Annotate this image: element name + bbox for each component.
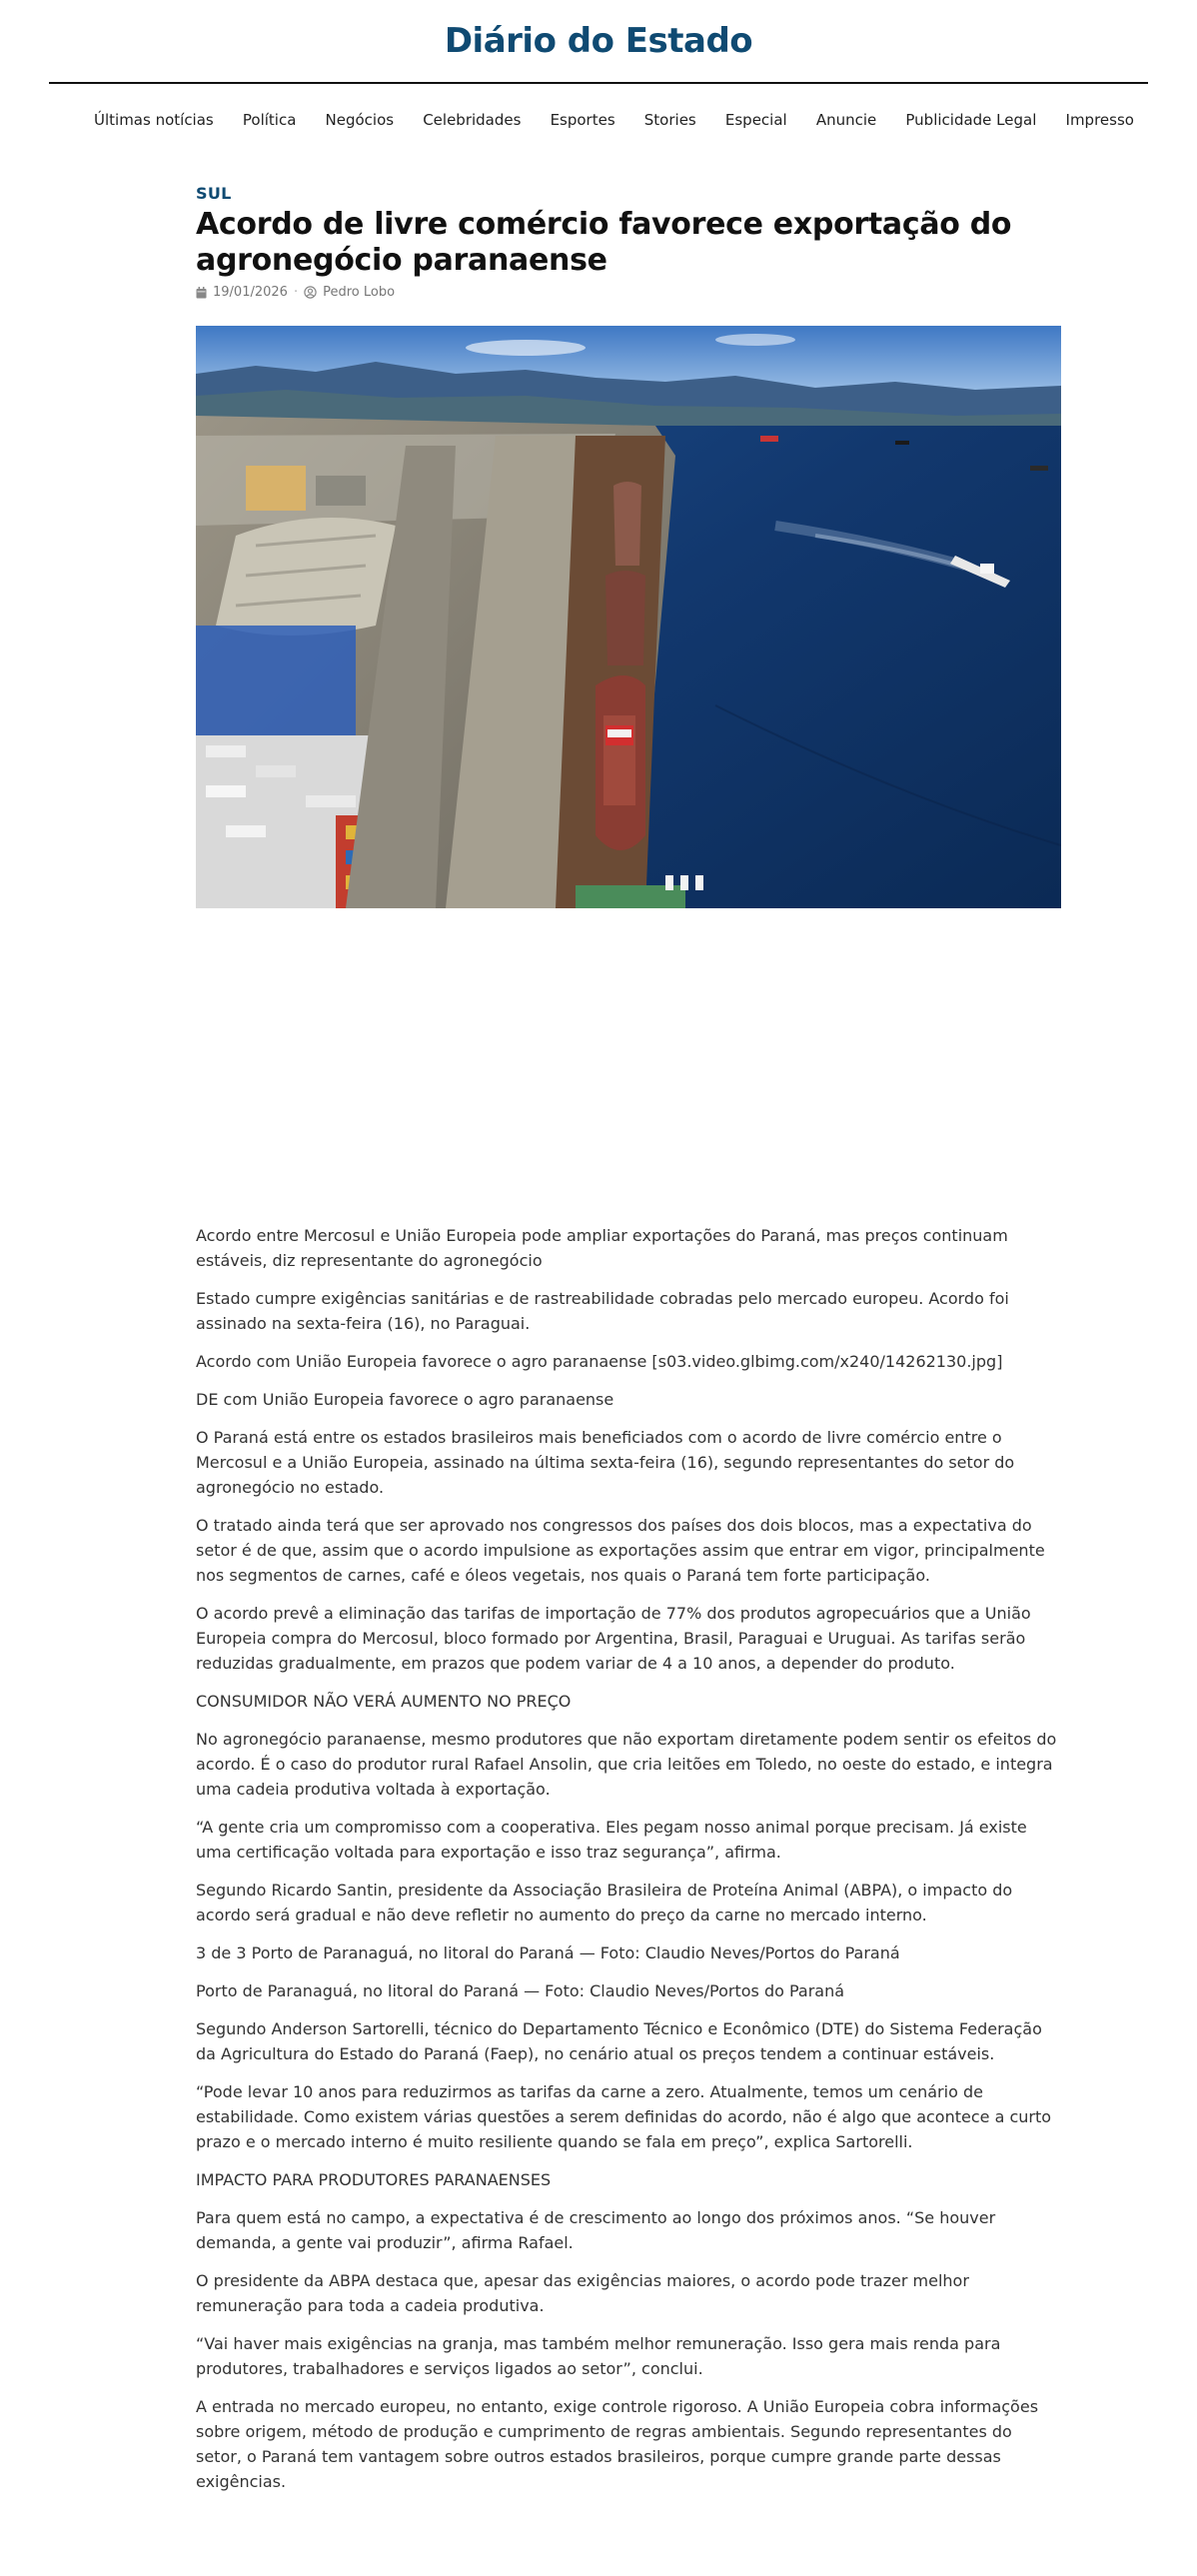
section-heading: CONSUMIDOR NÃO VERÁ AUMENTO NO PREÇO bbox=[196, 1692, 572, 1711]
site-header bbox=[0, 0, 1197, 82]
article-paragraph: O acordo prevê a eliminação das tarifas de importação de 77% dos produtos agropecuários que a União Europeia compra do Mercosul, bloco formado por Argentina, Brasil, Paraguai e Uruguai. As tarifas serão reduzidas gradualmente, em prazos que podem variar de 4 a 10 anos, a depender do produto. bbox=[196, 1604, 1031, 1673]
article-paragraph: Segundo Anderson Sartorelli, técnico do Departamento Técnico e Econômico (DTE) do Sistema Federação da Agricultura do Estado do Paraná (Faep), no cenário atual os preços tendem a continuar estáveis. bbox=[196, 2019, 1042, 2063]
article-paragraph: O Paraná está entre os estados brasileiros mais beneficiados com o acordo de livre comércio entre o Mercosul e a União Europeia, assinado na última sexta-feira (16), segundo representantes do setor do agronegócio no estado. bbox=[196, 1428, 1015, 1497]
article-date: 19/01/2026 bbox=[213, 285, 288, 300]
article bbox=[196, 154, 1061, 2507]
meta-separator: · bbox=[293, 285, 299, 300]
nav-item-impresso[interactable]: Impresso bbox=[1065, 110, 1134, 129]
nav-item-publicidade-legal[interactable]: Publicidade Legal bbox=[905, 110, 1037, 129]
article-paragraph: No agronegócio paranaense, mesmo produtores que não exportam diretamente podem sentir os efeitos do acordo. É o caso do produtor rural Rafael Ansolin, que cria leitões em Toledo, no oeste do estado, e integra uma cadeia produtiva voltada à exportação. bbox=[196, 1730, 1057, 1799]
photo-caption: Porto de Paranaguá, no litoral do Paraná — Foto: Claudio Neves/Portos do Paraná bbox=[196, 1981, 845, 2000]
article-body bbox=[196, 1223, 1061, 2494]
article-quote: “Pode levar 10 anos para reduzirmos as tarifas da carne a zero. Atualmente, temos um cenário de estabilidade. Como existem várias questões a serem definidas do acordo, não é algo que acontece a curto prazo e o mercado interno é muito resiliente quando se fala em preço”, explica Sartorelli. bbox=[196, 2082, 1052, 2151]
nav-item-ultimas-noticias[interactable]: Últimas notícias bbox=[94, 110, 214, 129]
article-lead: Acordo entre Mercosul e União Europeia pode ampliar exportações do Paraná, mas preços continuam estáveis, diz representante do agronegócio bbox=[196, 1226, 1008, 1270]
site-logo[interactable]: Diário do Estado bbox=[444, 21, 753, 61]
nav-item-stories[interactable]: Stories bbox=[643, 110, 696, 129]
article-paragraph: Para quem está no campo, a expectativa é de crescimento ao longo dos próximos anos. “Se houver demanda, a gente vai produzir”, afirma Rafael. bbox=[196, 2208, 996, 2252]
article-quote: “A gente cria um compromisso com a cooperativa. Eles pegam nosso animal porque precisam. Já existe uma certificação voltada para exportação e isso traz segurança”, afirma. bbox=[196, 1818, 1027, 1862]
nav-item-negocios[interactable]: Negócios bbox=[325, 110, 395, 129]
nav-item-politica[interactable]: Política bbox=[242, 110, 297, 129]
video-caption: Acordo com União Europeia favorece o agro paranaense [s03.video.glbimg.com/x240/14262130.jpg] bbox=[196, 1352, 1003, 1371]
article-meta bbox=[196, 285, 1061, 300]
ad-placeholder-space bbox=[196, 908, 1061, 1223]
nav-item-celebridades[interactable]: Celebridades bbox=[423, 110, 522, 129]
article-paragraph: A entrada no mercado europeu, no entanto, exige controle rigoroso. A União Europeia cobra informações sobre origem, método de produção e cumprimento de regras ambientais. Segundo representantes do setor, o Paraná tem vantagem sobre outros estados brasileiros, porque cumpre grande parte dessas exigências. bbox=[196, 2397, 1039, 2491]
article-paragraph: Segundo Ricardo Santin, presidente da Associação Brasileira de Proteína Animal (ABPA), o impacto do acordo será gradual e não deve refletir no aumento do preço da carne no mercado interno. bbox=[196, 1881, 1013, 1925]
nav-item-anuncie[interactable]: Anuncie bbox=[815, 110, 877, 129]
photo-caption: 3 de 3 Porto de Paranaguá, no litoral do Paraná — Foto: Claudio Neves/Portos do Paraná bbox=[196, 1943, 900, 1962]
main-navigation bbox=[49, 84, 1148, 154]
article-author[interactable]: Pedro Lobo bbox=[323, 285, 396, 300]
video-title: DE com União Europeia favorece o agro paranaense bbox=[196, 1390, 614, 1409]
hero-image-port-aerial bbox=[196, 326, 1061, 908]
article-category[interactable]: SUL bbox=[196, 184, 232, 203]
article-quote: “Vai haver mais exigências na granja, mas também melhor remuneração. Isso gera mais renda para produtores, trabalhadores e serviços ligados ao setor”, conclui. bbox=[196, 2334, 1001, 2378]
article-title: Acordo de livre comércio favorece exportação do agronegócio paranaense bbox=[196, 207, 1012, 278]
article-paragraph: O presidente da ABPA destaca que, apesar das exigências maiores, o acordo pode trazer melhor remuneração para toda a cadeia produtiva. bbox=[196, 2271, 969, 2315]
section-heading: IMPACTO PARA PRODUTORES PARANAENSES bbox=[196, 2170, 552, 2189]
article-paragraph: Estado cumpre exigências sanitárias e de rastreabilidade cobradas pelo mercado europeu. Acordo foi assinado na sexta-feira (16), no Paraguai. bbox=[196, 1289, 1009, 1333]
article-paragraph: O tratado ainda terá que ser aprovado nos congressos dos países dos dois blocos, mas a expectativa do setor é de que, assim que o acordo impulsione as exportações assim que entrar em vigor, principalmente nos segmentos de carnes, café e óleos vegetais, nos quais o Paraná tem forte participação. bbox=[196, 1516, 1045, 1585]
nav-item-esportes[interactable]: Esportes bbox=[550, 110, 615, 129]
nav-item-especial[interactable]: Especial bbox=[724, 110, 787, 129]
user-circle-icon bbox=[304, 286, 317, 299]
calendar-icon bbox=[196, 287, 207, 299]
